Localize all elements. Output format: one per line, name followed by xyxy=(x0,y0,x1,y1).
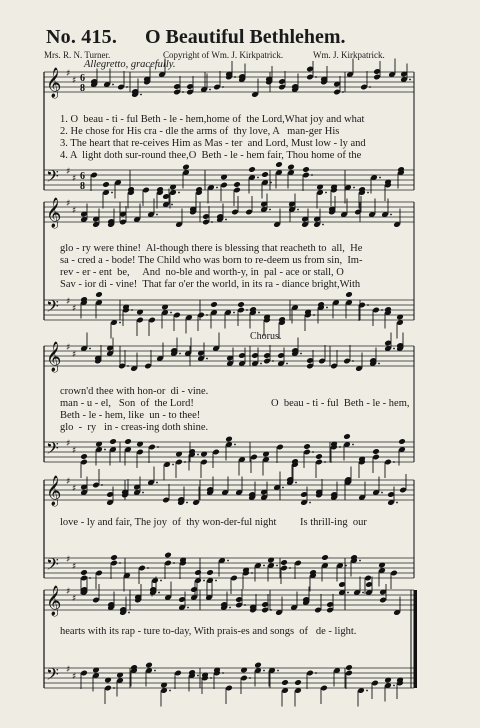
note-head xyxy=(345,664,353,671)
note-dot xyxy=(113,687,115,689)
chorus-line-2: love - ly and fair, The joy of thy won-der-ful night Is thrill-ing our xyxy=(60,517,367,528)
note-dot xyxy=(119,562,121,564)
note-head xyxy=(145,662,153,669)
verse-2-line-3: man - u - el, Son of the Lord! xyxy=(60,398,194,409)
note-dot xyxy=(381,309,383,311)
note-head xyxy=(80,453,88,460)
note-dot xyxy=(286,363,288,365)
note-head xyxy=(343,433,351,440)
note-dot xyxy=(366,690,368,692)
note-dot xyxy=(309,502,311,504)
note-dot xyxy=(187,607,189,609)
note-dot xyxy=(257,177,259,179)
sharp-icon: ♯ xyxy=(66,199,71,209)
note-head xyxy=(280,559,288,566)
sharp-icon: ♯ xyxy=(66,439,71,449)
sharp-icon: ♯ xyxy=(72,446,77,456)
note-dot xyxy=(158,592,160,594)
treble-clef-icon: 𝄞 xyxy=(46,68,62,98)
treble-clef-icon: 𝄞 xyxy=(46,342,62,372)
note-dot xyxy=(225,219,227,221)
note-dot xyxy=(156,214,158,216)
note-dot xyxy=(182,91,184,93)
note-head xyxy=(124,438,132,445)
sharp-icon: ♯ xyxy=(72,594,77,604)
sharp-icon: ♯ xyxy=(72,76,77,86)
note-dot xyxy=(222,672,224,674)
note-dot xyxy=(289,567,291,569)
note-dot xyxy=(390,214,392,216)
note-head xyxy=(254,662,262,669)
note-head xyxy=(210,301,218,308)
note-dot xyxy=(352,444,354,446)
note-head xyxy=(80,569,88,576)
note-dot xyxy=(258,312,260,314)
note-dot xyxy=(222,86,224,88)
sharp-icon: ♯ xyxy=(72,174,77,184)
note-head xyxy=(321,554,329,561)
note-dot xyxy=(367,304,369,306)
verse-1-line-3: crown'd thee with hon-or di - vine. xyxy=(60,386,209,397)
time-signature-top: 6 xyxy=(80,73,85,84)
bass-clef-icon: 𝄢 xyxy=(46,554,59,578)
note-head xyxy=(287,164,295,171)
sharp-icon: ♯ xyxy=(72,672,77,682)
verse-4-line-1: 4. A light doth sur-round thee,O Beth - le - hem fair, Thou home of the xyxy=(60,150,362,161)
note-dot xyxy=(260,363,262,365)
note-dot xyxy=(160,580,162,582)
note-head xyxy=(194,569,202,576)
note-dot xyxy=(234,444,236,446)
note-dot xyxy=(246,309,248,311)
note-dot xyxy=(352,360,354,362)
note-dot xyxy=(197,454,199,456)
bass-clef-icon: 𝄢 xyxy=(46,664,59,688)
time-signature-bottom: 8 xyxy=(80,181,85,192)
note-dot xyxy=(393,685,395,687)
note-head xyxy=(303,443,311,450)
note-dot xyxy=(126,86,128,88)
note-dot xyxy=(156,482,158,484)
note-dot xyxy=(322,224,324,226)
note-dot xyxy=(326,307,328,309)
note-dot xyxy=(157,446,159,448)
note-head xyxy=(372,448,380,455)
note-head xyxy=(206,569,214,576)
note-dot xyxy=(147,567,149,569)
note-dot xyxy=(353,187,355,189)
note-dot xyxy=(127,365,129,367)
sharp-icon: ♯ xyxy=(66,167,71,177)
treble-clef-icon: 𝄞 xyxy=(46,198,62,228)
treble-clef-icon: 𝄞 xyxy=(46,476,62,506)
note-dot xyxy=(311,174,313,176)
note-dot xyxy=(263,670,265,672)
note-dot xyxy=(393,348,395,350)
note-dot xyxy=(381,492,383,494)
note-head xyxy=(275,161,283,168)
note-dot xyxy=(140,94,142,96)
note-dot xyxy=(227,560,229,562)
verse-4-line-3: glo - ry in - creas-ing doth shine. xyxy=(60,422,209,433)
note-dot xyxy=(269,209,271,211)
note-dot xyxy=(313,314,315,316)
sharp-icon: ♯ xyxy=(66,477,71,487)
note-head xyxy=(109,438,117,445)
note-dot xyxy=(300,353,302,355)
verse-3-line-3: Beth - le - hem, like un - to thee! xyxy=(60,410,201,421)
note-dot xyxy=(211,221,213,223)
note-head xyxy=(345,291,353,298)
note-dot xyxy=(178,192,180,194)
bass-clef-icon: 𝄢 xyxy=(46,166,59,190)
note-dot xyxy=(277,670,279,672)
note-dot xyxy=(249,677,251,679)
note-dot xyxy=(315,672,317,674)
note-dot xyxy=(171,204,173,206)
verse-1-line-1: 1. O beau - ti - ful Beth - le - hem,home of the Lord,What joy and what xyxy=(60,114,365,125)
note-head xyxy=(225,436,233,443)
note-dot xyxy=(339,446,341,448)
note-dot xyxy=(210,677,212,679)
note-dot xyxy=(251,572,253,574)
note-dot xyxy=(276,565,278,567)
sharp-icon: ♯ xyxy=(66,665,71,675)
verse-2-line-1: 2. He chose for His cra - dle the arms of thy love, A man-ger His xyxy=(60,126,340,137)
note-dot xyxy=(186,502,188,504)
note-dot xyxy=(169,690,171,692)
note-head xyxy=(237,301,245,308)
note-head xyxy=(248,166,256,173)
sharp-icon: ♯ xyxy=(66,297,71,307)
note-dot xyxy=(312,451,314,453)
note-dot xyxy=(206,358,208,360)
sharp-icon: ♯ xyxy=(66,555,71,565)
final-bar-thick xyxy=(414,590,417,688)
verse-2-line-2: sa - cred a - bode! The Child who was born to re-deem us from sin, Im- xyxy=(60,255,363,266)
time-signature-top: 6 xyxy=(80,171,85,182)
note-dot xyxy=(263,565,265,567)
note-head xyxy=(182,164,190,171)
chorus-line-3: hearts with its rap - ture to-day, With prais-es and songs of de - light. xyxy=(60,626,357,637)
bass-clef-icon: 𝄢 xyxy=(46,438,59,462)
note-dot xyxy=(234,76,236,78)
treble-clef-icon: 𝄞 xyxy=(46,586,62,616)
chorus-line-1: O beau - ti - ful Beth - le - hem, xyxy=(271,398,410,409)
note-dot xyxy=(203,580,205,582)
note-dot xyxy=(367,192,369,194)
note-dot xyxy=(324,461,326,463)
time-signature-bottom: 8 xyxy=(80,83,85,94)
note-dot xyxy=(112,84,114,86)
note-dot xyxy=(142,492,144,494)
note-dot xyxy=(295,482,297,484)
chorus-label: Chorus. xyxy=(250,331,282,342)
note-dot xyxy=(282,487,284,489)
note-dot xyxy=(128,612,130,614)
note-head xyxy=(102,181,110,188)
note-dot xyxy=(173,562,175,564)
note-dot xyxy=(362,592,364,594)
verse-3-line-1: 3. The heart that re-ceives Him as Mas - ter and Lord, Must low - ly and xyxy=(60,138,366,149)
note-head xyxy=(95,291,103,298)
note-head xyxy=(164,552,172,559)
note-dot xyxy=(154,670,156,672)
note-dot xyxy=(379,177,381,179)
note-dot xyxy=(111,192,113,194)
note-dot xyxy=(325,192,327,194)
note-dot xyxy=(315,76,317,78)
note-dot xyxy=(396,502,398,504)
note-head xyxy=(294,679,302,686)
copyright-credit: Copyright of Wm. J. Kirkpatrick. xyxy=(163,50,284,60)
note-dot xyxy=(119,322,121,324)
note-dot xyxy=(170,312,172,314)
tempo-marking: Allegretto, gracefully. xyxy=(84,59,176,70)
note-dot xyxy=(393,461,395,463)
note-dot xyxy=(272,360,274,362)
note-head xyxy=(110,554,118,561)
note-dot xyxy=(342,91,344,93)
sharp-icon: ♯ xyxy=(66,69,71,79)
note-head xyxy=(315,453,323,460)
sharp-icon: ♯ xyxy=(66,343,71,353)
note-dot xyxy=(131,309,133,311)
note-dot xyxy=(244,604,246,606)
verse-4-line-2: Sav - ior di - vine! That far o'er the world, in its ra - diance bright,With xyxy=(60,279,361,290)
note-dot xyxy=(179,353,181,355)
note-head xyxy=(261,171,269,178)
note-dot xyxy=(409,79,411,81)
sharp-icon: ♯ xyxy=(72,484,77,494)
note-dot xyxy=(209,89,211,91)
note-head xyxy=(398,438,406,445)
note-dot xyxy=(229,607,231,609)
note-dot xyxy=(216,187,218,189)
sharp-icon: ♯ xyxy=(72,562,77,572)
composer-credit: Wm. J. Kirkpatrick. xyxy=(313,50,385,60)
note-dot xyxy=(89,348,91,350)
note-dot xyxy=(101,484,103,486)
bass-clef-icon: 𝄢 xyxy=(46,296,59,320)
note-dot xyxy=(233,312,235,314)
author-credit: Mrs. R. N. Turner. xyxy=(44,50,111,60)
note-dot xyxy=(89,577,91,579)
note-dot xyxy=(297,209,299,211)
note-dot xyxy=(347,592,349,594)
sharp-icon: ♯ xyxy=(72,304,77,314)
sharp-icon: ♯ xyxy=(72,206,77,216)
note-dot xyxy=(215,580,217,582)
hymn-number: No. 415. xyxy=(46,26,118,48)
note-head xyxy=(302,166,310,173)
note-dot xyxy=(197,675,199,677)
verse-3-line-2: rev - er - ent be, And no-ble and worth-y, in pal - ace or stall, O xyxy=(60,267,344,278)
note-dot xyxy=(184,461,186,463)
note-dot xyxy=(378,363,380,365)
sharp-icon: ♯ xyxy=(66,587,71,597)
hymn-title: O Beautiful Bethlehem. xyxy=(145,26,346,48)
note-dot xyxy=(206,314,208,316)
verse-1-line-2: glo - ry were thine! Al-though there is blessing that reacheth to all, He xyxy=(60,243,363,254)
note-dot xyxy=(369,86,371,88)
sharp-icon: ♯ xyxy=(72,350,77,360)
note-dot xyxy=(104,449,106,451)
note-dot xyxy=(172,464,174,466)
note-head xyxy=(281,679,289,686)
note-head xyxy=(233,181,241,188)
note-dot xyxy=(359,560,361,562)
